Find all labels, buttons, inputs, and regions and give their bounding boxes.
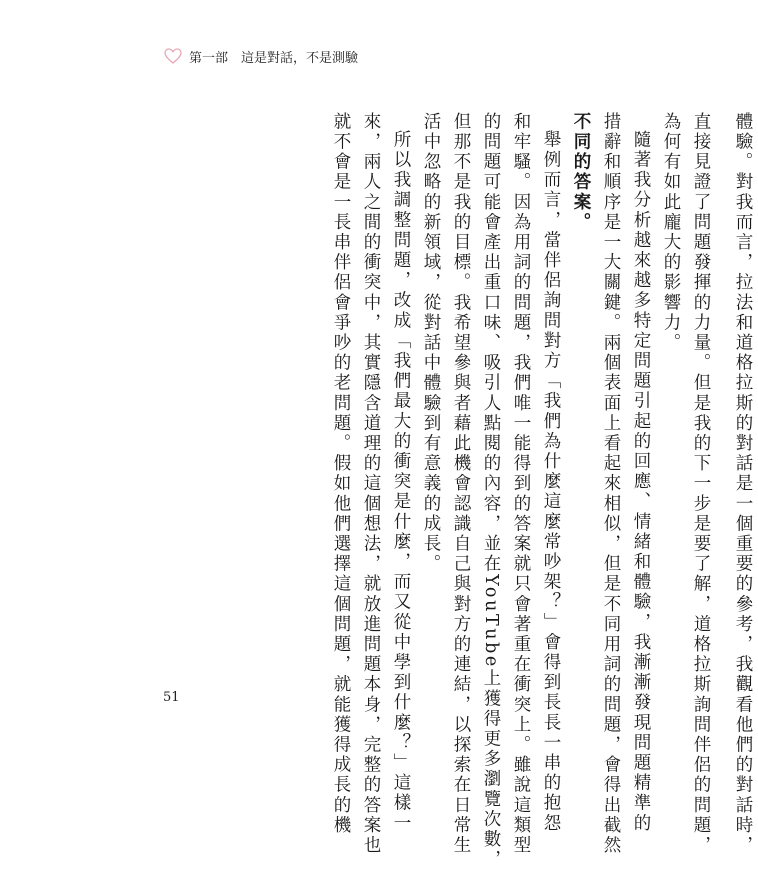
text-line: 為何有如此龐大的影響力。 bbox=[661, 112, 681, 354]
text-line: 直接見證了問題發揮的力量。但是我的下一步是要了解，道格拉斯詢問伴侶的問題， bbox=[691, 112, 711, 856]
text-line: 措辭和順序是一大關鍵。兩個表面上看起來相似，但是不同用詞的問題，會得出截然 bbox=[601, 112, 621, 856]
text-line: 體驗。對我而言，拉法和道格拉斯的對話是一個重要的參考，我觀看他們的對話時， bbox=[733, 112, 753, 856]
text-line: 的問題可能會產出重口味、吸引人點閱的內容，並在YouTube上獲得更多瀏覽次數， bbox=[481, 112, 501, 870]
text-line: 就不會是一長串伴侶會爭吵的老問題。假如他們選擇這個問題，就能獲得成長的機 bbox=[331, 112, 351, 836]
heart-outline-icon bbox=[163, 46, 183, 66]
text-line: 所以我調整問題，改成「我們最大的衝突是什麼，而又從中學到什麼？」這樣一 bbox=[391, 130, 411, 834]
page-number: 51 bbox=[163, 690, 180, 705]
text-line: 但那不是我的目標。我希望參與者藉此機會認識自己與對方的連結，以探索在日常生 bbox=[451, 112, 471, 856]
text-line: 和牢騷。因為用詞的問題，我們唯一能得到的答案就只會著重在衝突上。雖說這類型 bbox=[511, 112, 531, 856]
running-head bbox=[163, 44, 358, 68]
text-line: 舉例而言，當伴侶詢問對方「我們為什麼這麼常吵架？」會得到長長一串的抱怨 bbox=[541, 130, 561, 834]
text-line: 來，兩人之間的衝突中，其實隱含道理的這個想法，就放進問題本身，完整的答案也 bbox=[361, 112, 381, 856]
running-head-text: 第一部 這是對話，不是測驗 bbox=[189, 50, 359, 66]
text-line: 活中忽略的新領域，從對話中體驗到有意義的成長。 bbox=[421, 112, 441, 575]
text-line: 隨著我分析越來越多特定問題引起的回應、情緒和體驗，我漸漸發現問題精準的 bbox=[631, 130, 651, 834]
body-text bbox=[185, 112, 758, 870]
text-line: 不同的答案。 bbox=[571, 112, 591, 233]
